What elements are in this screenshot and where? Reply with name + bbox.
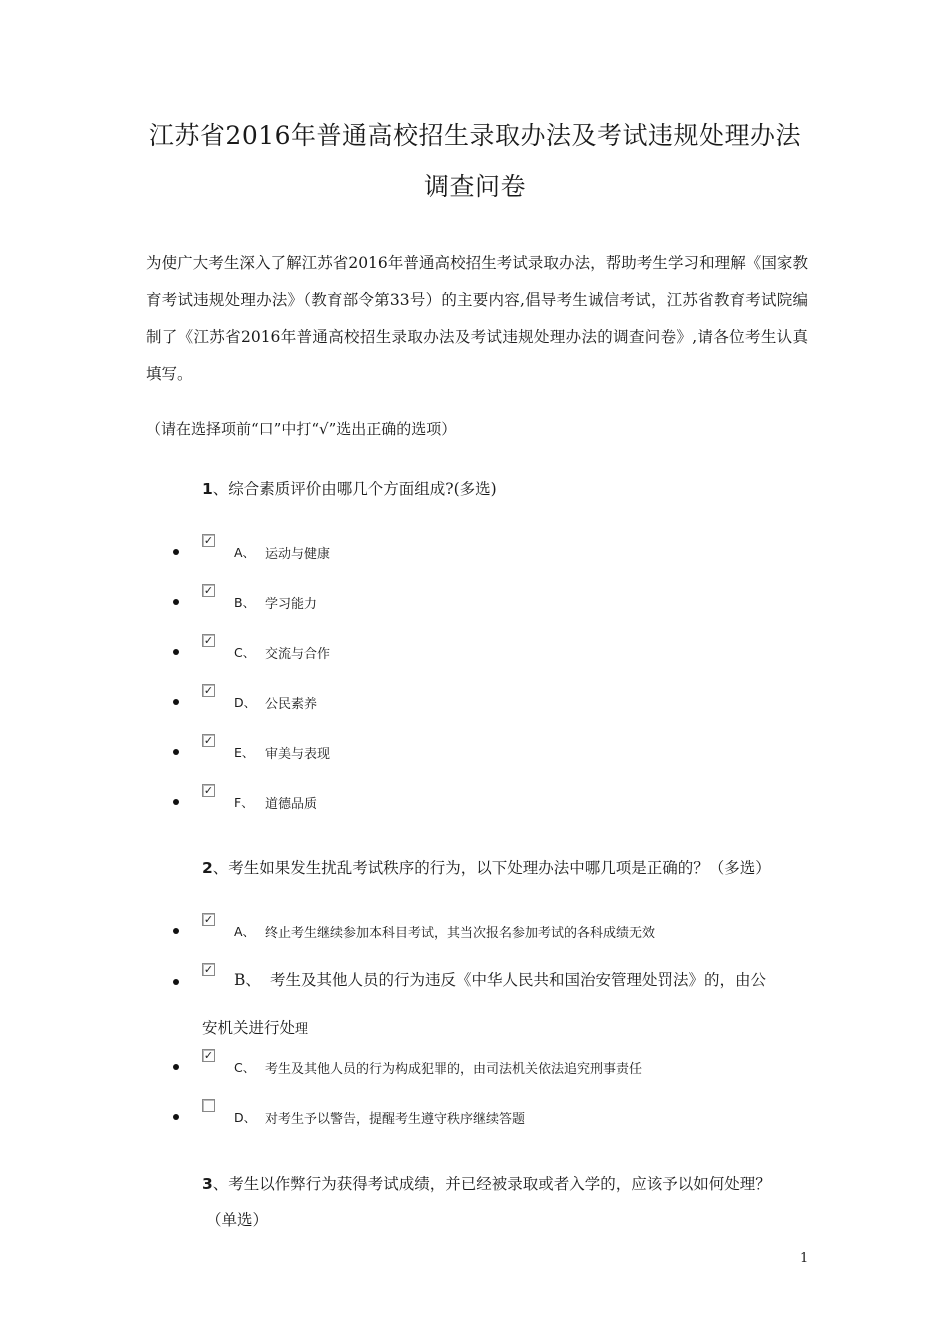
question-text: 、考生如果发生扰乱考试秩序的行为，以下处理办法中哪几项是正确的？（多选）	[212, 859, 771, 877]
document-title-line2: 调查问卷	[423, 172, 526, 201]
question-3	[202, 1172, 771, 1194]
option-letter: A、	[234, 545, 256, 560]
bullet	[173, 1114, 179, 1120]
option-checkbox[interactable]: ✓	[203, 584, 214, 597]
bullet	[173, 649, 179, 655]
question-text: 、考生以作弊行为获得考试成绩，并已经被录取或者入学的，应该予以如何处理？	[212, 1175, 771, 1193]
option-text: 审美与表现	[265, 747, 331, 762]
option-letter: F、	[234, 795, 254, 810]
option-text-cont-small: 理	[295, 1022, 309, 1037]
option-text-continued	[202, 1016, 308, 1038]
option-checkbox[interactable]: ✓	[203, 1049, 214, 1062]
option-letter: B、	[234, 595, 256, 610]
bullet	[173, 979, 179, 985]
bullet	[173, 928, 179, 934]
option-letter: B、	[234, 971, 261, 989]
option-checkbox[interactable]: ✓	[203, 963, 214, 976]
question-1	[202, 477, 497, 499]
question-number: 1	[202, 480, 213, 498]
option-checkbox[interactable]: ✓	[203, 784, 214, 797]
option-text: 考生及其他人员的行为构成犯罪的，由司法机关依法追究刑事责任	[265, 1062, 643, 1077]
option-letter: E、	[234, 745, 255, 760]
bullet	[173, 1064, 179, 1070]
option-letter: C、	[234, 1060, 256, 1075]
option-text: 终止考生继续参加本科目考试，其当次报名参加考试的各科成绩无效	[265, 926, 656, 941]
bullet	[173, 549, 179, 555]
option-letter: A、	[234, 924, 256, 939]
option-checkbox[interactable]: ✓	[203, 734, 214, 747]
intro-paragraph: 为使广大考生深入了解江苏省2016年普通高校招生考试录取办法，帮助考生学习和理解《国家教育考试违规处理办法》（教育部令第33号）的主要内容,倡导考生诚信考试，江苏省教育考试院编制了《江苏省2016年普通高校招生录取办法及考试违规处理办法的调查问卷》,请各位考生认真填写。	[146, 254, 808, 383]
option-text: 道德品质	[265, 797, 318, 812]
option-checkbox-empty[interactable]	[202, 1099, 215, 1112]
question-number: 3	[202, 1175, 213, 1193]
page-number: 1	[800, 1251, 809, 1266]
bullet	[173, 699, 179, 705]
option-letter: D、	[234, 695, 257, 710]
instruction-text: （请在选择项前“口”中打“√”选出正确的选项）	[146, 420, 457, 438]
bullet	[173, 749, 179, 755]
bullet	[173, 599, 179, 605]
option-text: 对考生予以警告，提醒考生遵守秩序继续答题	[265, 1112, 526, 1127]
document-title-line1: 江苏省2016年普通高校招生录取办法及考试违规处理办法	[148, 121, 802, 150]
option-letter: C、	[234, 645, 256, 660]
option-checkbox[interactable]: ✓	[203, 534, 214, 547]
question-2	[202, 856, 771, 878]
question-text: 、综合素质评价由哪几个方面组成?(多选)	[212, 480, 497, 498]
option-checkbox[interactable]: ✓	[203, 913, 214, 926]
option-text: 公民素养	[265, 697, 318, 712]
option-text: 交流与合作	[265, 647, 331, 662]
option-text: 运动与健康	[265, 547, 331, 562]
option-checkbox[interactable]: ✓	[203, 634, 214, 647]
option-text: 学习能力	[265, 597, 318, 612]
bullet	[173, 799, 179, 805]
option-text-cont: 安机关进行处	[202, 1019, 296, 1037]
question-3-type: （单选）	[206, 1211, 269, 1229]
question-number: 2	[202, 859, 213, 877]
option-letter: D、	[234, 1110, 257, 1125]
option-checkbox[interactable]: ✓	[203, 684, 214, 697]
option-text: 考生及其他人员的行为违反《中华人民共和国治安管理处罚法》的，由公	[270, 971, 767, 989]
